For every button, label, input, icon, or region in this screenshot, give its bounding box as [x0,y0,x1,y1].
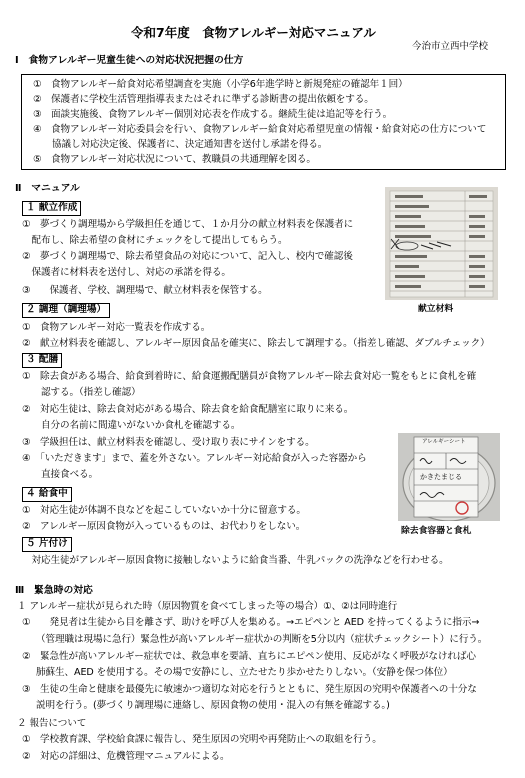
s3-line: ① 学校教育課、学校給食課に報告し、発生原因の究明や再発防止への取組を行う。 [22,734,382,745]
s2-line: ④ 「いただきます」まで、蓋を外さない。アレルギー対応給食が入った容器から [22,453,367,464]
s2-line: 直接食べる。 [22,469,98,480]
s3-line: ② 緊急性が高いアレルギー症状では、救急車を要請、直ちにエピペン使用、反応がなく呼吸がなければ心 [22,651,476,662]
s2-line: ② 対応生徒は、除去食対応がある場合、除去食を給食配膳室に取りに来る。 [22,404,354,415]
s1-item: ④ 食物アレルギー対応委員会を行い、食物アレルギー給食対応希望児童の情報・給食対応の仕方について [33,124,487,135]
s3-line: ② 対応の詳細は、危機管理マニュアルによる。 [22,751,230,762]
s2-line: ③ 学級担任は、献立材料表を確認し、受け取り表にサインをする。 [22,437,315,448]
photo1-caption: 献立材料 [418,304,454,314]
subsection-tag-menu: １ 献立作成 [22,201,81,216]
s2-line: ② アレルギー原因食物が入っているものは、お代わりをしない。 [22,521,306,532]
s2-line: 対応生徒がアレルギー原因食物に接触しないように給食当番、牛乳パックの洗浄などを行わせる。 [22,555,449,566]
subsection-tag-cooking: ２ 調理（調理場） [22,303,110,318]
section3-heading: Ⅲ 緊急時の対応 [15,585,93,596]
sheet-title-label: アレルギーシート [422,439,466,445]
s2-line: 配布し、除去希望の食材にチェックをして提出してもらう。 [22,235,288,246]
s3-sub2-heading: ２ 報告について [17,718,87,729]
s1-item: ② 保護者に学校生活管理指導表またはそれに準ずる診断書の提出依頼をする。 [33,94,374,105]
s2-line: ① 食物アレルギー対応一覧表を作成する。 [22,322,211,333]
subsection-tag-serving: ３ 配膳 [22,353,62,368]
s3-line: 肺蘇生、AED を使用する。その場で安静にし、立たせたり歩かせたりしない。（安静を保つ体位） [36,667,453,678]
s2-line: ② 献立材料表を確認し、アレルギー原因食品を確実に、除去して調理する。（指差し確認、ダブルチェック） [22,338,490,349]
subsection-tag-cleanup: ５ 片付け [22,537,72,552]
school-name: 今治市立西中学校 [412,41,489,52]
s1-item: 協議し対応決定後、保護者に、決定通知書を送付し承諾を得る。 [33,139,328,150]
s3-sub1-heading: １ アレルギー症状が見られた時（原因物質を食べてしまった等の場合）①、②は同時進行 [17,601,398,612]
s1-item: ① 食物アレルギー給食対応希望調査を実施（小学6年進学時と新規発症の確認年１回） [33,79,408,90]
sheet-name-label: かきたまじる [420,473,462,481]
s2-line: ③ 保護者、学校、調理場で、献立材料表を保管する。 [22,285,268,296]
section1-heading: Ⅰ 食物アレルギー児童生徒への対応状況把握の仕方 [15,55,244,66]
ingredient-sheet-image [385,187,498,300]
s2-line: ① 夢づくり調理場から学級担任を通じて、１か月分の献立材料表を保護者に [22,219,354,230]
removal-container-photo [398,433,500,521]
s2-line: 保護者に材料表を送付し、対応の承諾を得る。 [22,267,231,278]
menu-ingredients-photo [385,187,498,300]
s3-line: ③ 生徒の生命と健康を最優先に敏速かつ適切な対応を行うとともに、発生原因の究明や保護者への十分な [22,684,477,695]
photo2-caption: 除去食容器と食札 [401,526,472,536]
page-title: 令和7年度 食物アレルギー対応マニュアル [131,25,376,40]
subsection-tag-lunchtime: ４ 給食中 [22,487,72,502]
s2-line: 認する。（指差し確認） [22,387,141,398]
s2-line: ② 夢づくり調理場で、除去希望食品の対応について、記入し、校内で確認後 [22,251,353,262]
s2-line: 自分の名前に間違いがないか食札を確認する。 [22,420,241,431]
s2-line: ① 除去食がある場合、給食到着時に、給食運搬配膳員が食物アレルギー除去食対応一覧をもとに食札を確 [22,371,477,382]
s3-line: （管理職は現場に急行）緊急性が高いアレルギー症状かの判断を5分以内（症状チェックシート）に行う。 [36,634,488,645]
section2-heading: Ⅱ マニュアル [15,183,80,194]
s2-line: ① 対応生徒が体調不良などを起こしていないか十分に留意する。 [22,505,306,516]
s1-item: ⑤ 食物アレルギー対応状況について、教職員の共通理解を図る。 [33,154,316,165]
s3-line: 説明を行う。(夢づくり調理場に連絡し、原因食物の使用・混入の有無を確認する。) [36,700,390,711]
s1-item: ③ 面談実施後、食物アレルギー個別対応表を作成する。継続生徒は追記等を行う。 [33,109,393,120]
s3-line: ① 発見者は生徒から目を離さず、助けを呼び人を集める。→エピペンと AED を持ってくるように指示→ [22,617,480,628]
